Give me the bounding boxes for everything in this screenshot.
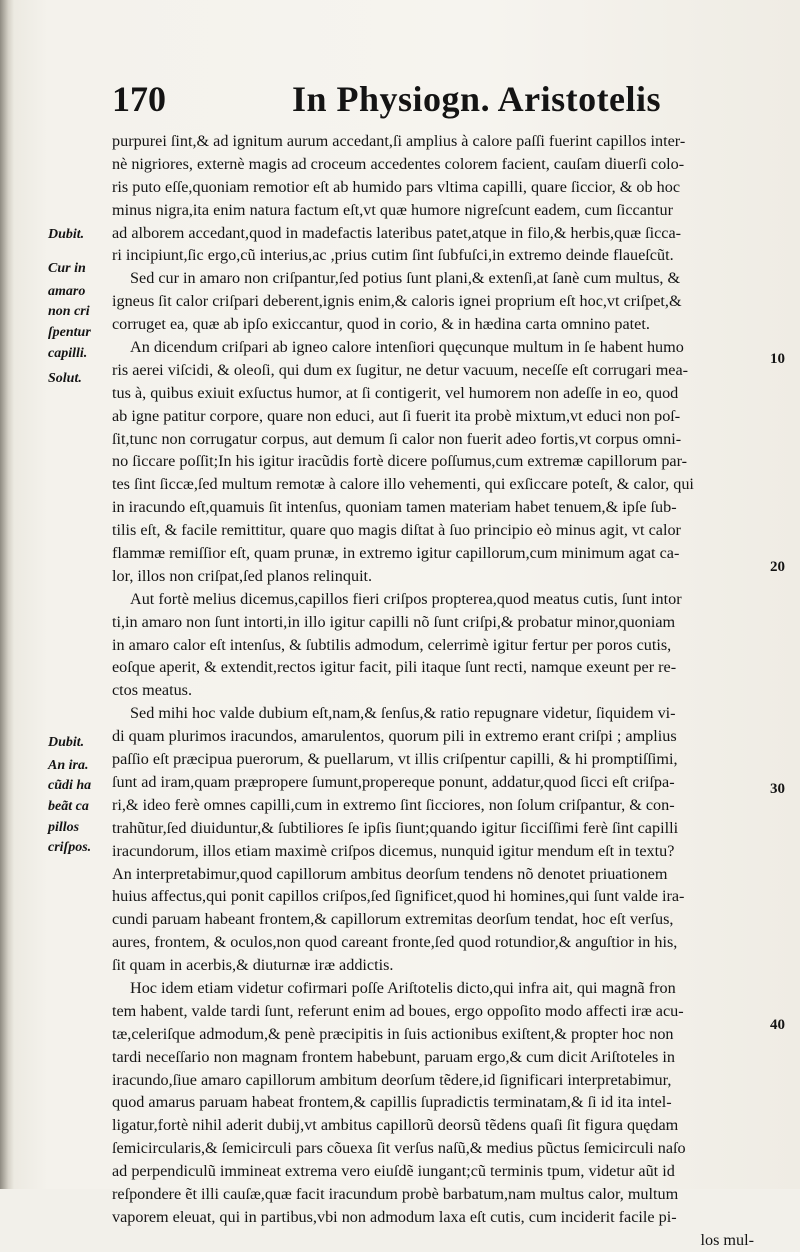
text-line: in amaro calor eſt intenſus, & ſubtilis admodum, celerrimè igitur fertur per poros cutis,: [112, 635, 672, 654]
text-line: ab igne patitur corpore, quare non educi, aut ſi fuerit ita probè mixtum,vt educi non poſ-: [112, 406, 681, 425]
text-line: Sed cur in amaro non criſpantur,ſed potius ſunt plani,& extenſi,at ſanè cum multus, &: [130, 269, 681, 288]
text-line: ſemicircularis,& ſemicirculi pars cõuexa ſit verſus naſũ,& medius pũctus ſemicirculi naſo: [112, 1139, 686, 1158]
text-line: Hoc idem etiam videtur cofirmari poſſe Ariſtotelis dicto,qui infra ait, qui magnã fron: [130, 978, 676, 997]
catchword: los mul-: [700, 1230, 754, 1249]
text-line: ris aerei viſcidi, & oleoſi, qui dum ex ſugitur, ne detur vacuum, neceſſe eſt corrugari mea-: [112, 360, 689, 379]
text-line: ris puto eſſe,quoniam remotior eſt ab humido pars vltima capilli, quare ſiccior, & ob hoc: [112, 177, 681, 196]
text-line: vaporem eleuat, qui in partibus,vbi non admodum laxa eſt cutis, cum inciderit facile pi-: [112, 1207, 677, 1226]
text-line: cundi paruam habeant frontem,& capillorum extremitas deorſum tendat, hoc eſt verſus,: [112, 910, 674, 929]
margin-note: Dubit.: [48, 226, 85, 242]
page-header: [112, 78, 752, 130]
text-line: tem habent, valde tardi ſunt, referunt enim ad boues, ergo oppoſito modo affecti iræ acu-: [112, 1001, 684, 1020]
margin-note: beãt ca: [48, 799, 89, 815]
margin-note: capilli.: [48, 345, 88, 361]
text-line: igneus ſit calor criſpari deberent,ignis enim,& caloris ignei proprium eſt hoc,vt criſpet,&: [112, 292, 682, 311]
margin-note: Cur in: [48, 260, 86, 276]
text-line: Sed mihi hoc valde dubium eſt,nam,& ſenſus,& ratio repugnare videtur, ſiquidem vi-: [130, 704, 676, 723]
text-line: trahũtur,ſed diuiduntur,& ſubtiliores ſe ipſis ſiunt;quando igitur ſicciſſimi ferè ſint capilli: [112, 818, 679, 837]
text-line: ri incipiunt,ſic ergo,cũ interius,ac ,prius cutim ſint ſubfuſci,in extremo deinde flaueſcũt.: [112, 246, 674, 265]
page-number: 170: [112, 79, 166, 119]
text-line: iracundorum, illos etiam maximè criſpos dicemus, nunquid igitur mendum eſt in textu?: [112, 841, 675, 860]
line-number: 10: [770, 350, 785, 367]
text-line: tus à, quibus exiuit exſuctus humor, at ſi contigerit, vel humorem non adeſſe in eo, quod: [112, 383, 679, 402]
text-line: corruget ea, quæ ab ipſo exiccantur, quod in corio, & in hædina carta omnino patet.: [112, 315, 650, 334]
text-line: in iracundo eſt,quamuis ſit intenſus, quoniam tamen materiam habet tenuem,& ipſe ſub-: [112, 498, 677, 517]
text-line: iracundo,ſiue amaro capillorum ambitum deorſum tẽdere,id ſignificari interpretabimur,: [112, 1070, 672, 1089]
text-line: ri,& ideo ferè omnes capilli,cum in extremo ſint ſicciores, non ſolum criſpantur, & con-: [112, 795, 675, 814]
text-line: tardi neceſſario non magnam frontem habebunt, paruam ergo,& cum dicit Ariſtoteles in: [112, 1047, 675, 1066]
text-line: Aut fortè melius dicemus,capillos fieri criſpos propterea,quod meatus cutis, ſunt intor: [130, 589, 682, 608]
text-line: huius affectus,qui ponit capillos criſpos,ſed ſignificet,quod hi homines,qui ſunt valde ira-: [112, 887, 685, 906]
text-line: paſſio eſt præcipua puerorum, & puellarum, vt illis criſpentur capilli, & hi promptiſſimi,: [112, 750, 678, 769]
text-line: tilis eſt, & facile remittitur, quare quo magis diſtat à ſuo principio eò minus agit, vt calor: [112, 521, 681, 540]
text-line: flammæ remiſſior eſt, quam prunæ, in extremo igitur capillorum,cum minimum agat ca-: [112, 544, 680, 563]
margin-note: ſpentur: [48, 325, 91, 341]
text-line: minus nigra,ita enim natura factum eſt,vt quæ humore nigreſcunt eadem, cum ſiccantur: [112, 200, 673, 219]
text-line: quod amarus paruam habeat frontem,& capillis ſupradictis terminatam,& ſi id ita intel-: [112, 1093, 672, 1112]
text-line: ctos meatus.: [112, 681, 193, 700]
text-line: di quam plurimos iracundos, amarulentos, quorum pili in extremo erant criſpi ; amplius: [112, 727, 677, 746]
text-line: ſunt ad iram,quam præpropere ſumunt,propereque ponunt, addatur,quod ſicci eſt criſpa-: [112, 772, 675, 791]
binding-shadow: [0, 0, 14, 1189]
text-line: nè nigriores, externè magis ad croceum accedentes colorem facient, cauſam diuerſi colo-: [112, 154, 685, 173]
text-line: ligatur,fortè nihil aderit dubij,vt ambitus capillorũ deorsũ tẽdens quaſi ſit figura quędam: [112, 1116, 679, 1135]
text-line: ſit quam in acerbis,& diuturnæ iræ addictis.: [112, 956, 394, 975]
text-line: reſpondere ẽt illi cauſæ,quæ facit iracundum probè barbatum,nam multus calor, multum: [112, 1184, 679, 1203]
line-number: 30: [770, 781, 785, 798]
text-line: purpurei ſint,& ad ignitum aurum accedant,ſi amplius à calore paſſi fuerint capillos inter-: [112, 132, 686, 150]
text-line: An dicendum criſpari ab igneo calore intenſiori quęcunque multum in ſe habent humo: [130, 338, 684, 357]
text-line: no ſiccare poſſit;In his igitur iracũdis fortè dicere poſſumus,cum extremæ capillorum par-: [112, 452, 688, 471]
margin-note: criſpos.: [48, 840, 92, 856]
text-line: ad alborem accedant,quod in madefactis lateribus patet,atque in filo,& herbis,quæ ſicca-: [112, 223, 682, 242]
text-line: An interpretabimur,quod capillorum ambitus deorſum tendens nõ denotet priuationem: [112, 864, 668, 883]
text-line: aures, frontem, & oculos,non quod careant fronte,ſed quod rotundior,& anguſtior in his,: [112, 933, 678, 952]
margin-note: cũdi ha: [48, 778, 92, 794]
text-line: eoſque aperit, & extendit,rectos igitur facit, pili itaque ſunt recti, namque exeunt per re-: [112, 658, 677, 677]
line-number: 40: [770, 1016, 785, 1033]
margin-note: Dubit.: [48, 734, 85, 750]
line-number: 20: [770, 558, 785, 575]
running-title: In Physiogn. Aristotelis: [292, 79, 662, 119]
margin-note: non cri: [48, 304, 90, 320]
margin-note: An ira.: [48, 757, 89, 773]
text-line: ti,in amaro non ſunt intorti,in illo igitur capilli nõ ſunt criſpi,& probatur minor,quoniam: [112, 612, 676, 631]
margin-note: pillos: [48, 819, 80, 835]
text-line: ad perpendiculũ immineat extrema vero eiuſdẽ iungant;cũ terminis tpum, videtur aũt id: [112, 1162, 675, 1181]
body-text: [112, 130, 760, 1252]
text-line: tæ,celeriſque admodum,& penè præcipitis in ſuis actionibus exiſtent,& propter hoc non: [112, 1024, 674, 1043]
text-line: ſit,tunc non corrugatur corpus, aut demum ſi calor non fuerit adeo fortis,vt corpus omni-: [112, 429, 682, 448]
text-line: lor, illos non criſpat,ſed planos relinquit.: [112, 566, 373, 585]
text-line: tes ſint ſiccæ,ſed multum remotæ à calore illo vehementi, qui exſiccare poteſt, & calor, qui: [112, 475, 694, 494]
margin-note: amaro: [48, 283, 86, 299]
margin-note: Solut.: [48, 370, 82, 386]
